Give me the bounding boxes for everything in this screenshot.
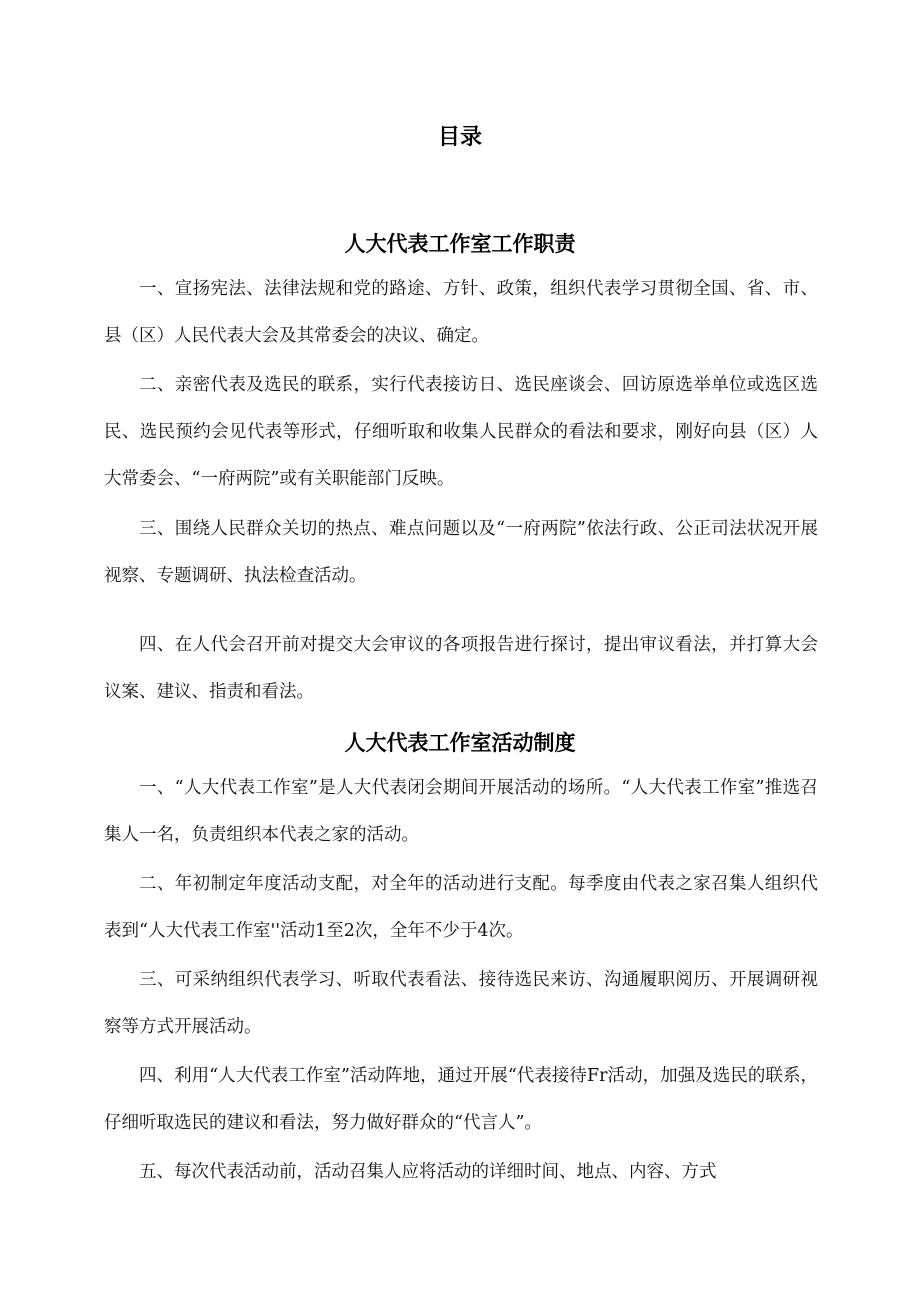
section-title-activities: 人大代表工作室活动制度 <box>344 731 576 755</box>
activities-paragraph-4: 四、利用“人大代表工作室”活动阵地，通过开展“代表接待Fr活动，加强及选民的联系，仔细听取选民的建议和看法，努力做好群众的“代言人”。 <box>104 1066 818 1133</box>
duties-paragraph-4: 四、在人代会召开前对提交大会审议的各项报告进行探讨，提出审议看法，并打算大会议案、建议、指责和看法。 <box>104 635 818 702</box>
activities-paragraph-5: 五、每次代表活动前，活动召集人应将活动的详细时间、地点、内容、方式 <box>139 1162 717 1182</box>
activities-paragraph-1: 一、“人大代表工作室”是人大代表闭会期间开展活动的场所。“人大代表工作室”推选召集人一名，负责组织本代表之家的活动。 <box>104 778 818 845</box>
section-title-duties: 人大代表工作室工作职责 <box>344 232 576 256</box>
duties-paragraph-3: 三、围绕人民群众关切的热点、难点问题以及“一府两院”依法行政、公正司法状况开展视察、专题调研、执法检查活动。 <box>104 519 818 586</box>
toc-title: 目录 <box>437 125 482 150</box>
activities-paragraph-3: 三、可采纳组织代表学习、听取代表看法、接待选民来访、沟通履职阅历、开展调研视察等方式开展活动。 <box>104 970 818 1037</box>
activities-paragraph-2: 二、年初制定年度活动支配，对全年的活动进行支配。每季度由代表之家召集人组织代表到“人大代表工作室''活动1至2次，全年不少于4次。 <box>104 874 818 941</box>
duties-paragraph-1: 一、宣扬宪法、法律法规和党的路途、方针、政策，组织代表学习贯彻全国、省、市、县（区）人民代表大会及其常委会的决议、确定。 <box>104 279 818 346</box>
duties-paragraph-2: 二、亲密代表及选民的联系，实行代表接访日、选民座谈会、回访原选举单位或选区选民、选民预约会见代表等形式，仔细听取和收集人民群众的看法和要求，刚好向县（区）人大常委会、“一府两院”或有关职能部门反映。 <box>104 375 818 489</box>
